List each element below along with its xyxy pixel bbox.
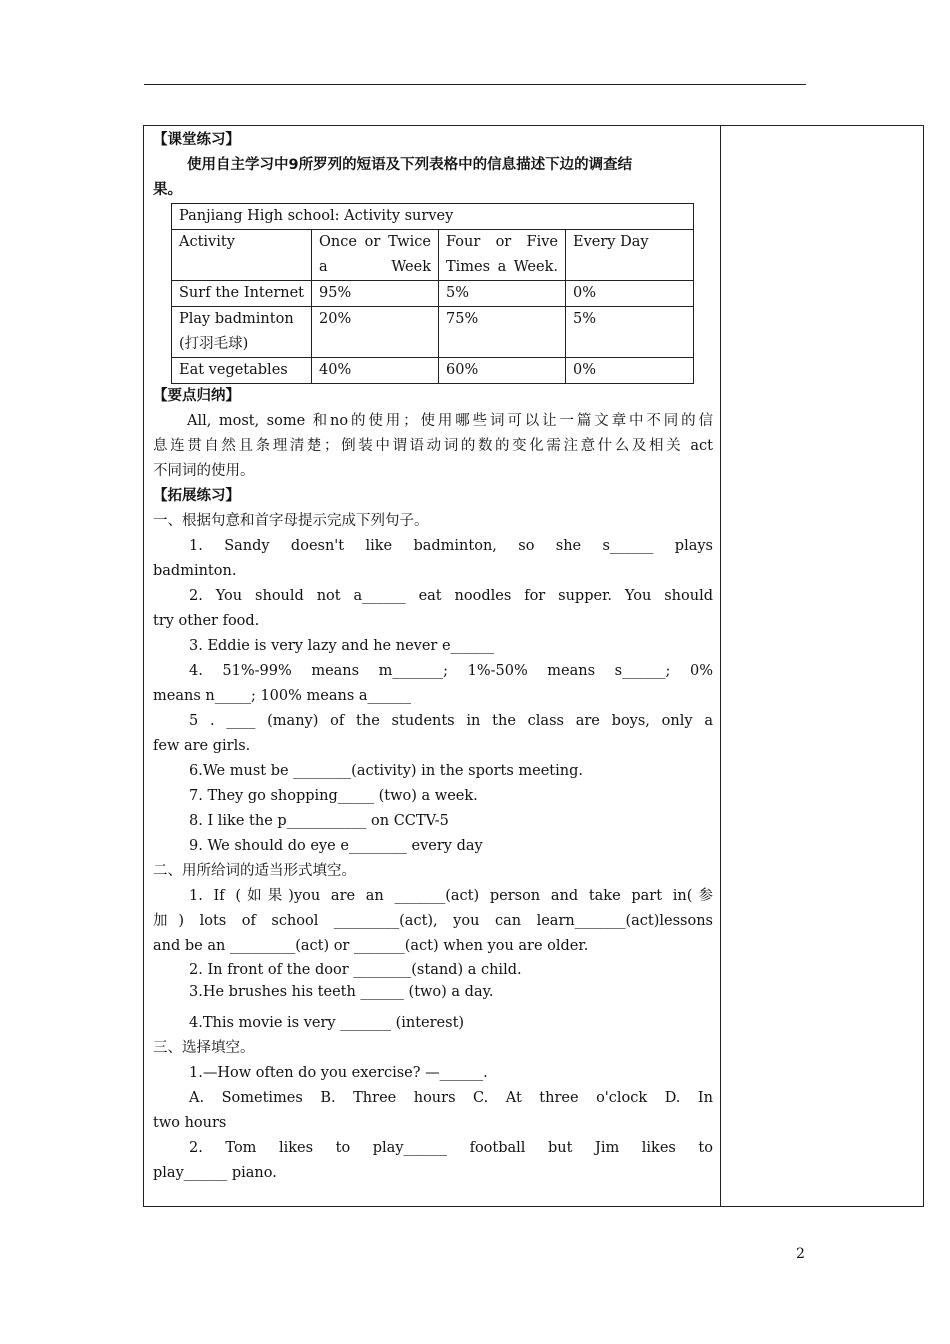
row-value: 5% <box>439 281 566 307</box>
question-cont: few are girls. <box>153 738 251 754</box>
row-value: 5% <box>566 307 694 358</box>
row-activity: Surf the Internet <box>172 281 312 307</box>
key-points-text: 息连贯自然且条理清楚；倒装中谓语动词的数的变化需注意什么及相关 act <box>153 438 713 454</box>
question: 3.He brushes his teeth ______ (two) a day. <box>189 984 494 1000</box>
question: 9. We should do eye e________ every day <box>189 838 483 854</box>
question-cont: and be an _________(act) or _______(act) when you are older. <box>153 938 589 954</box>
survey-row <box>172 281 694 307</box>
question: 2. In front of the door ________(stand) a child. <box>189 962 522 978</box>
header-four-five: Four or Five Times a Week. <box>439 230 566 281</box>
part1-title: 一、根据句意和首字母提示完成下列句子。 <box>153 513 429 529</box>
notes-column-divider <box>720 125 721 1207</box>
question-cont: play______ piano. <box>153 1165 277 1181</box>
survey-row <box>172 307 694 358</box>
question: 2. Tom likes to play______ football but Jim likes to <box>189 1140 713 1156</box>
classroom-instruction: 使用自主学习中9所罗列的短语及下列表格中的信息描述下边的调查结 <box>187 157 633 173</box>
part2-title: 二、用所给词的适当形式填空。 <box>153 863 356 879</box>
row-activity: Eat vegetables <box>172 358 312 384</box>
question: 8. I like the p___________ on CCTV-5 <box>189 813 449 829</box>
question-cont: badminton. <box>153 563 237 579</box>
question: 4. 51%-99% means m_______; 1%-50% means s______; 0% <box>189 663 713 679</box>
answer-options: A. Sometimes B. Three hours C. At three o'clock D. In <box>189 1090 713 1106</box>
survey-header-row <box>172 230 694 281</box>
header-every-day: Every Day <box>566 230 694 281</box>
worksheet-content <box>153 128 713 1186</box>
survey-row <box>172 358 694 384</box>
row-value: 95% <box>312 281 439 307</box>
key-points-text: All, most, some 和no的使用；使用哪些词可以让一篇文章中不同的信 <box>187 413 713 429</box>
question-cont: means n_____; 100% means a______ <box>153 688 412 704</box>
row-value: 40% <box>312 358 439 384</box>
classroom-practice-heading: 【课堂练习】 <box>153 132 240 148</box>
classroom-instruction-cont: 果。 <box>153 182 182 198</box>
activity-survey-table <box>171 203 694 384</box>
answer-options-cont: two hours <box>153 1115 227 1131</box>
survey-title: Panjiang High school: Activity survey <box>172 204 694 230</box>
question: 1. If (如果)you are an _______(act) person and take part in(参 <box>189 888 713 904</box>
row-value: 0% <box>566 281 694 307</box>
question: 6.We must be ________(activity) in the sports meeting. <box>189 763 583 779</box>
survey-title-row <box>172 204 694 230</box>
question: 1.—How often do you exercise? —______. <box>189 1065 488 1081</box>
question: 2. You should not a______ eat noodles for supper. You should <box>189 588 713 604</box>
row-activity: Play badminton (打羽毛球) <box>172 307 312 358</box>
header-rule <box>144 84 806 85</box>
question: 4.This movie is very _______ (interest) <box>189 1015 465 1031</box>
question-cont: 加) lots of school _________(act), you can learn_______(act)lessons <box>153 913 713 929</box>
question: 5 . ____ (many) of the students in the class are boys, only a <box>189 713 713 729</box>
row-value: 75% <box>439 307 566 358</box>
question: 1. Sandy doesn't like badminton, so she s______ plays <box>189 538 713 554</box>
row-value: 60% <box>439 358 566 384</box>
question: 7. They go shopping_____ (two) a week. <box>189 788 478 804</box>
header-activity: Activity <box>172 230 312 281</box>
part3-title: 三、选择填空。 <box>153 1040 255 1056</box>
extension-practice-heading: 【拓展练习】 <box>153 488 240 504</box>
header-once-twice: Once or Twice a Week <box>312 230 439 281</box>
key-points-heading: 【要点归纳】 <box>153 388 240 404</box>
key-points-text: 不同词的使用。 <box>153 463 255 479</box>
question: 3. Eddie is very lazy and he never e______ <box>189 638 495 654</box>
question-cont: try other food. <box>153 613 260 629</box>
row-value: 20% <box>312 307 439 358</box>
row-value: 0% <box>566 358 694 384</box>
page-number: 2 <box>796 1246 805 1262</box>
